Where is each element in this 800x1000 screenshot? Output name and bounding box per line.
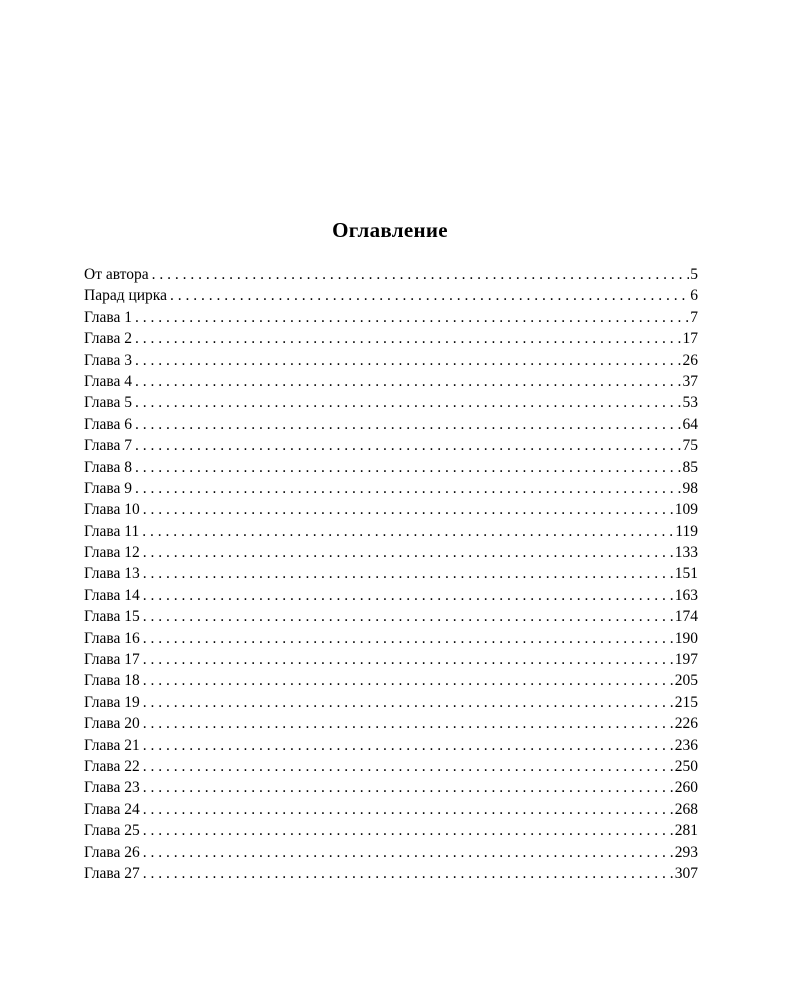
toc-entry[interactable] (84, 542, 698, 563)
toc-entry-label: Глава 25 (84, 822, 140, 840)
toc-leader-dots (143, 649, 674, 670)
toc-entry[interactable] (84, 820, 698, 841)
toc-leader-dots (135, 414, 681, 435)
toc-entry[interactable] (84, 328, 698, 349)
toc-leader-dots (143, 863, 674, 884)
toc-entry-label: Глава 20 (84, 715, 140, 733)
toc-entry[interactable] (84, 350, 698, 371)
toc-entry-page-number: 26 (682, 351, 698, 369)
toc-leader-dots (135, 457, 681, 478)
toc-entry-label: Глава 5 (84, 394, 133, 412)
toc-entry-page-number: 75 (682, 437, 698, 455)
toc-entry-page-number: 197 (674, 651, 698, 669)
toc-leader-dots (143, 585, 674, 606)
toc-entry-page-number: 98 (682, 479, 698, 497)
toc-entry-label: Глава 7 (84, 437, 133, 455)
toc-leader-dots (143, 670, 674, 691)
table-of-contents (84, 264, 698, 884)
toc-entry[interactable] (84, 285, 698, 306)
toc-leader-dots (143, 692, 674, 713)
toc-leader-dots (143, 820, 674, 841)
toc-entry-page-number: 37 (682, 372, 698, 390)
toc-entry-page-number: 151 (674, 565, 698, 583)
toc-entry-page-number: 85 (682, 458, 698, 476)
toc-leader-dots (135, 350, 681, 371)
toc-entry-page-number: 5 (690, 266, 698, 283)
toc-entry[interactable] (84, 670, 698, 691)
toc-entry-label: Глава 19 (84, 693, 140, 711)
toc-entry[interactable] (84, 692, 698, 713)
toc-entry-page-number: 6 (690, 287, 698, 305)
toc-entry-label: Глава 24 (84, 800, 140, 818)
toc-entry-page-number: 205 (674, 672, 698, 690)
toc-entry-label: Глава 16 (84, 629, 140, 647)
toc-entry-page-number: 163 (674, 586, 698, 604)
toc-leader-dots (143, 713, 674, 734)
toc-entry[interactable] (84, 414, 698, 435)
toc-entry-page-number: 119 (675, 522, 698, 540)
toc-entry[interactable] (84, 863, 698, 884)
toc-leader-dots (143, 499, 674, 520)
toc-entry[interactable] (84, 392, 698, 413)
toc-leader-dots (135, 435, 681, 456)
toc-entry-page-number: 250 (674, 757, 698, 775)
toc-entry[interactable] (84, 307, 698, 328)
toc-entry-page-number: 53 (682, 394, 698, 412)
page-title: Оглавление (332, 218, 448, 242)
toc-entry[interactable] (84, 777, 698, 798)
toc-entry-label: Глава 1 (84, 308, 133, 326)
toc-entry[interactable] (84, 435, 698, 456)
toc-entry-label: Глава 6 (84, 415, 133, 433)
toc-entry-label: Глава 23 (84, 779, 140, 797)
toc-entry[interactable] (84, 649, 698, 670)
toc-leader-dots (143, 606, 674, 627)
toc-entry-page-number: 260 (674, 779, 698, 797)
toc-entry-page-number: 307 (674, 864, 698, 882)
toc-entry[interactable] (84, 799, 698, 820)
toc-entry[interactable] (84, 606, 698, 627)
toc-entry-label: Глава 9 (84, 479, 133, 497)
toc-leader-dots (143, 563, 674, 584)
toc-entry-label: Глава 13 (84, 565, 140, 583)
toc-entry-page-number: 174 (674, 608, 698, 626)
toc-entry-label: Глава 15 (84, 608, 140, 626)
toc-entry[interactable] (84, 521, 698, 542)
toc-entry-label: Глава 22 (84, 757, 140, 775)
toc-leader-dots (143, 756, 674, 777)
toc-entry-label: Глава 26 (84, 843, 140, 861)
toc-leader-dots (135, 478, 681, 499)
toc-entry-page-number: 190 (674, 629, 698, 647)
toc-entry-label: От автора (84, 266, 149, 283)
toc-leader-dots (152, 264, 690, 285)
toc-entry[interactable] (84, 499, 698, 520)
toc-entry[interactable] (84, 264, 698, 285)
toc-entry-label: Глава 27 (84, 864, 140, 882)
toc-entry-page-number: 281 (674, 822, 698, 840)
toc-entry-label: Глава 14 (84, 586, 140, 604)
toc-leader-dots (143, 628, 674, 649)
toc-leader-dots (170, 285, 689, 306)
toc-leader-dots (143, 842, 674, 863)
toc-leader-dots (143, 542, 674, 563)
toc-leader-dots (142, 521, 674, 542)
toc-leader-dots (143, 735, 674, 756)
toc-entry-page-number: 268 (674, 800, 698, 818)
toc-entry-label: Глава 10 (84, 501, 140, 519)
toc-leader-dots (135, 392, 681, 413)
toc-entry-page-number: 215 (674, 693, 698, 711)
toc-entry-page-number: 236 (674, 736, 698, 754)
toc-leader-dots (143, 799, 674, 820)
toc-entry[interactable] (84, 585, 698, 606)
toc-entry-page-number: 293 (674, 843, 698, 861)
toc-entry-page-number: 7 (690, 308, 698, 326)
toc-entry[interactable] (84, 842, 698, 863)
toc-entry-label: Парад цирка (84, 287, 167, 305)
toc-leader-dots (135, 371, 681, 392)
toc-leader-dots (135, 307, 689, 328)
toc-leader-dots (135, 328, 681, 349)
toc-entry-page-number: 17 (682, 330, 698, 348)
toc-entry-label: Глава 21 (84, 736, 140, 754)
toc-entry[interactable] (84, 756, 698, 777)
toc-entry-label: Глава 17 (84, 651, 140, 669)
toc-entry-label: Глава 8 (84, 458, 133, 476)
toc-entry-page-number: 109 (674, 501, 698, 519)
toc-entry[interactable] (84, 478, 698, 499)
toc-entry-label: Глава 18 (84, 672, 140, 690)
toc-entry[interactable] (84, 371, 698, 392)
toc-entry-label: Глава 4 (84, 372, 133, 390)
toc-entry[interactable] (84, 735, 698, 756)
toc-entry-page-number: 64 (682, 415, 698, 433)
toc-entry-label: Глава 11 (84, 522, 140, 540)
toc-leader-dots (143, 777, 674, 798)
toc-entry[interactable] (84, 713, 698, 734)
toc-entry-label: Глава 2 (84, 330, 133, 348)
toc-entry[interactable] (84, 563, 698, 584)
toc-entry-page-number: 226 (674, 715, 698, 733)
toc-entry-label: Глава 3 (84, 351, 133, 369)
toc-entry-label: Глава 12 (84, 544, 140, 562)
toc-entry[interactable] (84, 457, 698, 478)
toc-entry-page-number: 133 (674, 544, 698, 562)
toc-entry[interactable] (84, 628, 698, 649)
